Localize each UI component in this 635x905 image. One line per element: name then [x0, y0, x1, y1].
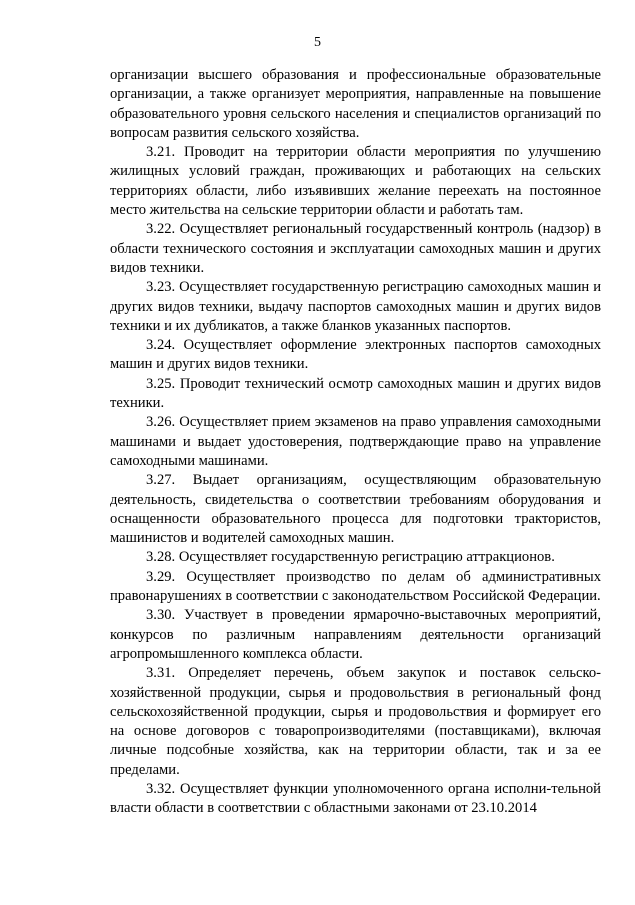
paragraph-3-22: 3.22. Осуществляет региональный государственный контроль (надзор) в области технического состояния и эксплуатации самоходных машин и других видов техники. [110, 221, 601, 276]
paragraph-3-24: 3.24. Осуществляет оформление электронных паспортов самоходных машин и других видов техники. [110, 337, 601, 373]
paragraph-3-29: 3.29. Осуществляет производство по делам об административных правонарушениях в соответствии с законодательством Российской Федерации. [110, 568, 601, 605]
page-number: 5 [314, 35, 321, 50]
paragraph-3-26: 3.26. Осуществляет прием экзаменов на право управления самоходными машинами и выдает удостоверения, подтверждающие право на управление самоходными машинами. [110, 414, 601, 469]
paragraph-3-27: 3.27. Выдает организациям, осуществляющим образовательную деятельность, свидетельства о соответствии требованиям оборудования и оснащенности образовательного процесса для подготовки трактористов, машинистов и водителей самоходных машин. [110, 472, 601, 547]
paragraph-3-31: 3.31. Определяет перечень, объем закупок и поставок сельско-хозяйственной продукции, сырья и продовольствия в региональный фонд сельскохозяйственной продукции, сырья и продовольствия и формирует его на основе договоров с товаропроизводителями (поставщиками), включая личные подсобные хозяйства, как на территории области, так и за ее пределами. [110, 665, 601, 778]
paragraph-3-23: 3.23. Осуществляет государственную регистрацию самоходных машин и других видов техники, выдачу паспортов самоходных машин и других видов техники и их дубликатов, а также бланков указанных паспортов. [110, 279, 601, 334]
document-body [110, 66, 601, 819]
paragraph-3-25: 3.25. Проводит технический осмотр самоходных машин и других видов техники. [110, 375, 601, 412]
paragraph-3-32: 3.32. Осуществляет функции уполномоченного органа исполни-тельной власти области в соответствии с областными законами от 23.10.2014 [110, 780, 601, 817]
paragraph-3-30: 3.30. Участвует в проведении ярмарочно-выставочных мероприятий, конкурсов по различным направлениям деятельности организаций агропромышленного комплекса области. [110, 607, 601, 662]
paragraph-continuation: организации высшего образования и профессиональные образовательные организации, а также организует мероприятия, направленные на повышение образовательного уровня сельского населения и специалистов организаций по вопросам развития сельского хозяйства. [110, 67, 601, 141]
paragraph-3-21: 3.21. Проводит на территории области мероприятия по улучшению жилищных условий граждан, проживающих и работающих на сельских территориях области, либо изъявивших желание переехать на постоянное место жительства на сельские территории области и работать там. [110, 144, 601, 219]
paragraph-3-28: 3.28. Осуществляет государственную регистрацию аттракционов. [146, 549, 555, 566]
